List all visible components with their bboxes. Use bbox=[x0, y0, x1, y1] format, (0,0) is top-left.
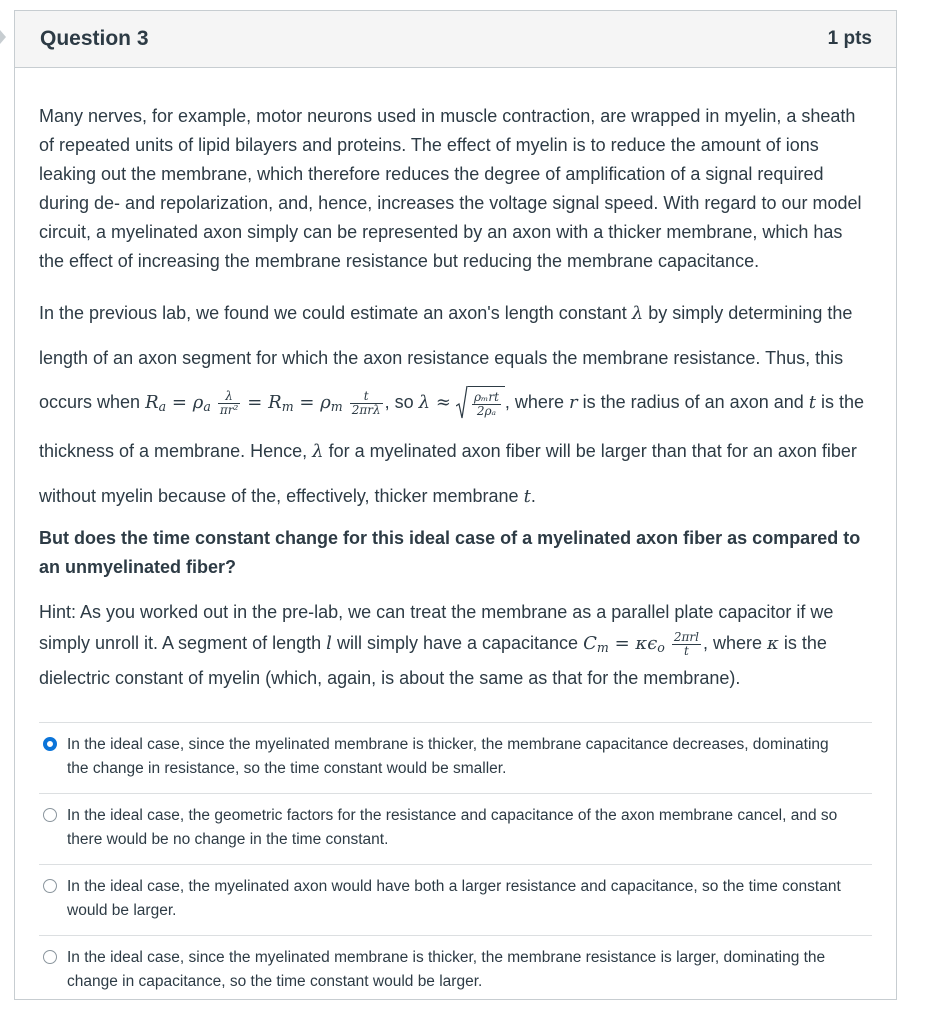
fraction-axial: $\frac{\lambda}{\text{πr²}}$ bbox=[219, 388, 239, 417]
radio-button[interactable] bbox=[43, 808, 57, 822]
formula-resistance: $R_a = \rho_a$ bbox=[145, 392, 211, 415]
question-header bbox=[15, 11, 896, 68]
math-lambda: λ bbox=[631, 303, 644, 324]
sqrt-sign-icon bbox=[456, 386, 468, 420]
fraction-membrane: $\frac{t}{\text{2πrλ}}$ bbox=[351, 388, 381, 417]
formula-capacitance: $C_m = \kappa\epsilon_o$ bbox=[583, 633, 665, 656]
paragraph-intro: Many nerves, for example, motor neurons used in muscle contraction, are wrapped in myelin, a sheath of repeated units of lipid bilayers and proteins. The effect of myelin is to reduce the amount of ions leaking out the membrane, which therefore reduces the degree of amplification of a signal required during de- and repolarization, and, hence, increases the voltage signal speed. With regard to our model circuit, a myelinated axon simply can be represented by an axon with a thicker membrane, which has the effect of increasing the membrane resistance but reducing the membrane capacitance. bbox=[39, 106, 862, 271]
answer-option[interactable] bbox=[39, 935, 872, 1006]
answer-label: In the ideal case, since the myelinated membrane is thicker, the membrane resistance is larger, dominating the change in capacitance, so the time constant would be larger. bbox=[67, 949, 826, 991]
answer-list bbox=[39, 722, 872, 1006]
answer-option[interactable] bbox=[39, 793, 872, 864]
sqrt-formula: $\frac{\text{ρₘrt}}{\text{2ρₐ}}$ bbox=[456, 386, 505, 420]
question-nav-marker bbox=[0, 30, 6, 44]
question-prompt: But does the time constant change for this ideal case of a myelinated axon fiber as compared to an unmyelinated fiber? bbox=[39, 528, 861, 578]
answer-option[interactable] bbox=[39, 864, 872, 935]
question-title: Question 3 bbox=[40, 27, 149, 50]
radio-button[interactable] bbox=[43, 737, 57, 751]
answer-label: In the ideal case, the myelinated axon would have both a larger resistance and capacitance, so the time constant would be larger. bbox=[67, 878, 841, 920]
answer-label: In the ideal case, the geometric factors for the resistance and capacitance of the axon membrane cancel, and so there would be no change in the time constant. bbox=[67, 807, 838, 849]
question-points: 1 pts bbox=[827, 28, 872, 49]
answer-label: In the ideal case, since the myelinated membrane is thicker, the membrane capacitance decreases, dominating the change in resistance, so the time constant would be smaller. bbox=[67, 736, 829, 778]
question-card bbox=[14, 10, 897, 1000]
question-body bbox=[15, 68, 896, 1006]
radio-button[interactable] bbox=[43, 879, 57, 893]
radio-button[interactable] bbox=[43, 950, 57, 964]
answer-option[interactable] bbox=[39, 722, 872, 793]
paragraph-length-constant: In the previous lab, we found we could estimate an axon's length constant λ by simply determining the length of an axon segment for which the axon resistance equals the membrane resistance. Thus, this occurs when $R_a = \rho_a$ $\frac{\lambda}{\text{πr²}}$ = $R_m = \rho_m$ $\frac{t}{\text{2πrλ}}$ , so λ ≈ $\frac{\text{ρₘrt}}{\text{2ρₐ}}$ , where r is the radius of an axon and t is the thickness of a membrane. Hence, λ for a myelinated axon fiber will be larger than that for an axon fiber without myelin because of the, effectively, thicker membrane t. bbox=[39, 303, 865, 508]
fraction-capacitance: $\frac{\text{2πrl}}{t}$ bbox=[673, 629, 699, 658]
paragraph-hint: Hint: As you worked out in the pre-lab, we can treat the membrane as a parallel plate capacitor if we simply unroll it. A segment of length l will simply have a capacitance $C_m = \kappa\epsilon_o$ $\frac{\text{2πrl}}{t}$ , where κ is the dielectric constant of myelin (which, again, is about the same as that for the membrane). bbox=[39, 602, 834, 689]
